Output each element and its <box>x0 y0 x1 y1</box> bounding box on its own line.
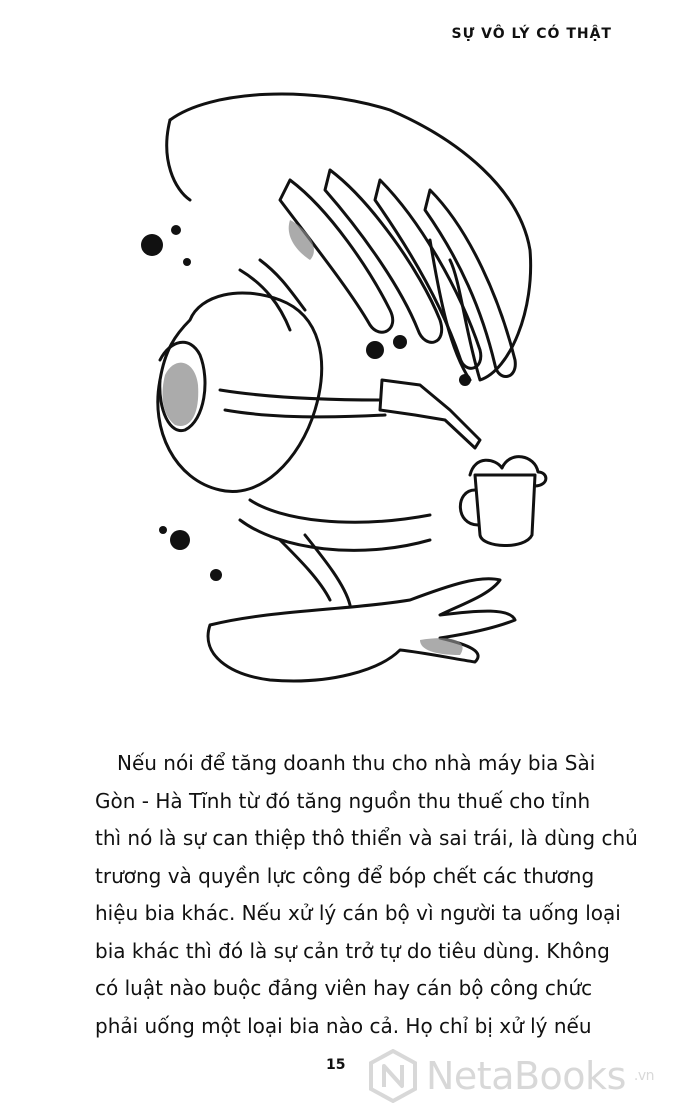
page-number: 15 <box>326 1057 346 1073</box>
body-line: thì nó là sự can thiệp thô thiển và sai trái, là dùng chủ <box>95 826 638 850</box>
body-paragraph <box>95 745 638 1045</box>
ink-illustration <box>130 80 570 700</box>
body-line: bia khác thì đó là sự cản trở tự do tiêu dùng. Không <box>95 938 610 963</box>
body-line: Nếu nói để tăng doanh thu cho nhà máy bia Sài <box>117 751 596 775</box>
body-line: Gòn - Hà Tĩnh từ đó tăng nguồn thu thuế cho tỉnh <box>95 788 591 813</box>
watermark-tld: .vn <box>633 1068 654 1084</box>
body-line: có luật nào buộc đảng viên hay cán bộ công chức <box>95 976 593 1000</box>
hands-and-beer-illustration <box>130 80 570 700</box>
netabooks-watermark <box>368 1048 688 1104</box>
body-line: phải uống một loại bia nào cả. Họ chỉ bị xử lý nếu <box>95 1013 592 1038</box>
body-line: trương và quyền lực công để bóp chết các thương <box>95 863 595 888</box>
running-head-title: SỰ VÔ LÝ CÓ THẬT <box>451 26 612 42</box>
watermark-brand: NetaBooks <box>426 1054 626 1098</box>
netabooks-logo-icon <box>368 1049 418 1103</box>
body-line: hiệu bia khác. Nếu xử lý cán bộ vì người ta uống loại <box>95 901 621 925</box>
